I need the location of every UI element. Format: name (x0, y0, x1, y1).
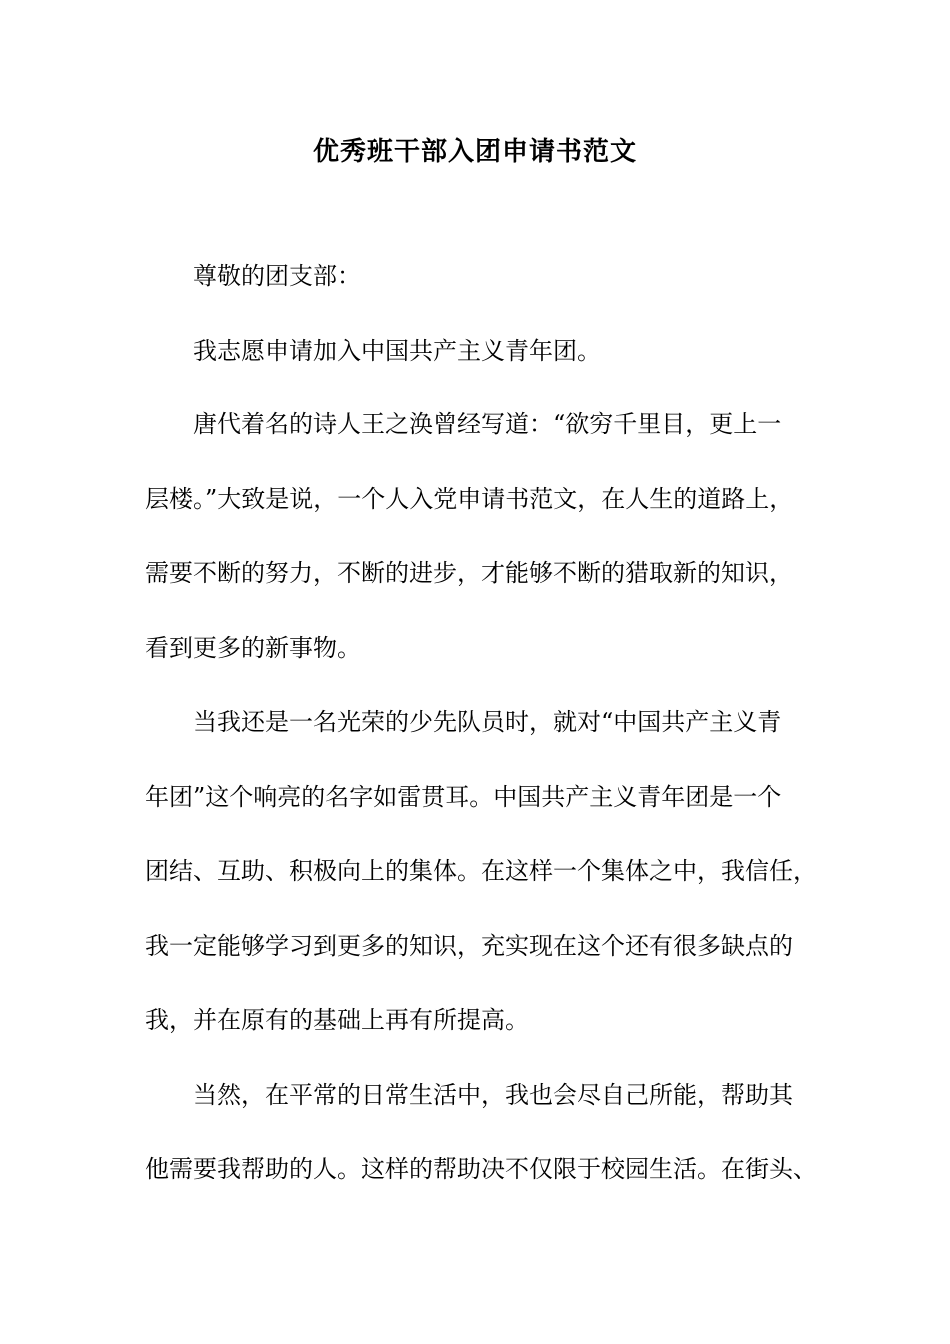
paragraph-line: 当然，在平常的日常生活中，我也会尽自己所能，帮助其 (193, 1081, 793, 1109)
paragraph-line: 我一定能够学习到更多的知识，充实现在这个还有很多缺点的 (145, 932, 793, 960)
paragraph-line: 当我还是一名光荣的少先队员时，就对“中国共产主义青 (193, 708, 782, 736)
paragraph-line: 需要不断的努力，不断的进步，才能够不断的猎取新的知识， (145, 559, 793, 587)
paragraph-line: 团结、互助、积极向上的集体。在这样一个集体之中，我信任， (145, 857, 817, 885)
paragraph-line: 看到更多的新事物。 (145, 634, 361, 662)
salutation: 尊敬的团支部： (193, 262, 361, 290)
paragraph-line: 他需要我帮助的人。这样的帮助决不仅限于校园生活。在街头、 (145, 1155, 817, 1183)
paragraph-line: 唐代着名的诗人王之涣曾经写道：“欲穷千里目，更上一 (193, 410, 782, 438)
document-title: 优秀班干部入团申请书范文 (312, 137, 637, 167)
paragraph-line: 层楼。”大致是说，一个人入党申请书范文，在人生的道路上， (145, 485, 794, 513)
paragraph-line: 我，并在原有的基础上再有所提高。 (145, 1006, 529, 1034)
paragraph-line: 年团”这个响亮的名字如雷贯耳。中国共产主义青年团是一个 (145, 783, 782, 811)
paragraph-line: 我志愿申请加入中国共产主义青年团。 (193, 337, 601, 365)
